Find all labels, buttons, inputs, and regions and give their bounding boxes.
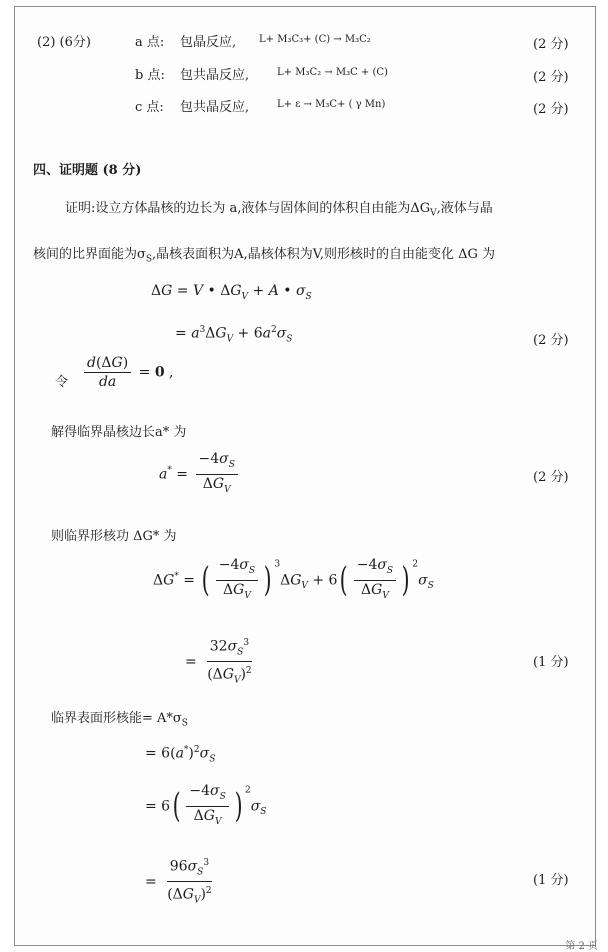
proof-intro-line-2: 核间的比界面能为$\sigma_S$,晶核表面积为A,晶核体积为V,则形核时的自由能变化 ΔG 为 xyxy=(33,247,495,265)
point-b-score: (2 分) xyxy=(533,70,569,85)
derivative-condition: $\frac{d(\Delta G)}{da}$ = 0 , xyxy=(81,355,174,390)
free-energy-equation: ΔG = V • $\Delta G_V + A$ • $\sigma_S$ xyxy=(151,283,312,302)
point-b-reaction-type: 包共晶反应, xyxy=(180,68,250,83)
score-surface-energy: (1 分) xyxy=(533,873,569,888)
point-c-reaction-type: 包共晶反应, xyxy=(180,100,250,115)
critical-edge-label: 解得临界晶核边长a* 为 xyxy=(51,425,187,440)
section-heading: 四、证明题 (8 分) xyxy=(33,163,142,178)
critical-work-result: = $\frac{32\sigma_S^3}{(\Delta G_V)^2}$ xyxy=(185,635,258,689)
point-c-score: (2 分) xyxy=(533,102,569,117)
surface-energy-label: 临界表面形核能= $A*\sigma_S$ xyxy=(51,711,188,729)
proof-intro-line-1: 证明:设立方体晶核的边长为 a,液体与固体间的体积自由能为$\Delta G_V$,液体与晶 xyxy=(65,201,493,219)
free-energy-expanded: = $a^3\Delta G_V + 6a^2\sigma_S$ xyxy=(175,325,293,345)
point-a-reaction-type: 包晶反应, xyxy=(180,35,237,50)
critical-edge-equation: a* = $\frac{-4\sigma_S}{\Delta G_V}$ xyxy=(159,451,241,498)
let-label: 令 xyxy=(55,375,69,390)
answer-sheet-page xyxy=(14,6,596,946)
point-b-label: b 点: xyxy=(135,68,165,83)
surface-energy-step-2: = 6( $\frac{-4\sigma_S}{\Delta G_V}$ ) $^2\sigma_S$ xyxy=(145,783,267,827)
point-a-equation: L+ M₃C₃+ (C) → M₃C₂ xyxy=(259,34,371,45)
point-a-label: a 点: xyxy=(135,35,165,50)
page-number: 第 2 页 xyxy=(565,941,598,952)
score-expanded: (2 分) xyxy=(533,333,569,348)
q2-label: (2) (6分) xyxy=(37,35,91,50)
surface-energy-step-1: = $6(a^*)^2\sigma_S$ xyxy=(145,745,216,765)
score-critical-work: (1 分) xyxy=(533,655,569,670)
point-a-score: (2 分) xyxy=(533,37,569,52)
critical-work-equation: ΔG* = ( $\frac{-4\sigma_S}{\Delta G_V}$ ) $^3\Delta G_V + 6$( $\frac{-4\sigma_S}{\Delta G_V}$ ) $^2\sigma_S$ xyxy=(153,557,434,601)
surface-energy-result: = $\frac{96\sigma_S^3}{(\Delta G_V)^2}$ xyxy=(145,855,218,909)
score-critical-edge: (2 分) xyxy=(533,470,569,485)
point-c-equation: L+ ε → M₃C+ ( γ Mn) xyxy=(277,99,386,110)
critical-work-label: 则临界形核功 ΔG* 为 xyxy=(51,529,177,544)
point-c-label: c 点: xyxy=(135,100,164,115)
point-b-equation: L+ M₃C₂ → M₃C + (C) xyxy=(277,67,388,78)
